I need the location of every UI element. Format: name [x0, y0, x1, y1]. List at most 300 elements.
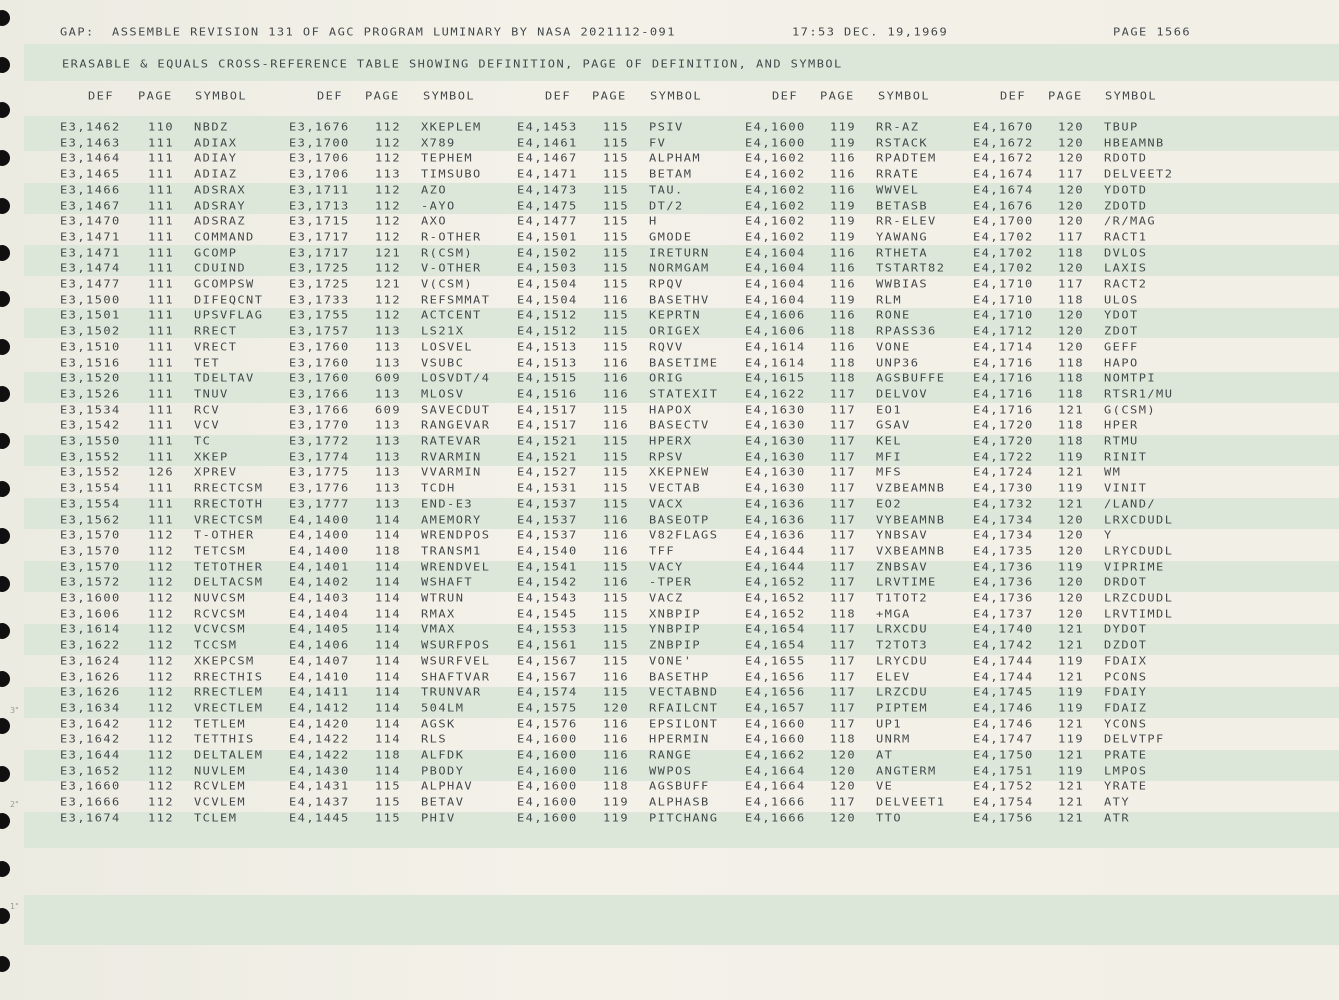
page-cell: 114 [375, 591, 402, 605]
page-number: PAGE 1566 [1113, 25, 1192, 39]
page-cell: 112 [148, 544, 175, 558]
symbol-cell: DELTALEM [194, 748, 264, 762]
symbol-cell: DELVOV [876, 387, 929, 401]
symbol-cell: STATEXIT [649, 387, 719, 401]
print-time: 17:53 DEC. 19,1969 [792, 25, 949, 39]
page-cell: 119 [1058, 450, 1085, 464]
page-cell: 115 [603, 434, 630, 448]
def-cell: E4,1475 [517, 199, 578, 212]
tractor-feed-hole [0, 339, 10, 355]
page-cell: 119 [1058, 701, 1085, 715]
symbol-cell: WWVEL [876, 183, 920, 197]
symbol-cell: AGSK [421, 717, 456, 731]
symbol-cell: FDAIX [1104, 654, 1148, 668]
def-cell: E4,1672 [973, 136, 1034, 150]
def-cell: E4,1504 [517, 277, 578, 291]
page-cell: 112 [148, 654, 175, 668]
page-cell: 115 [603, 167, 630, 181]
tractor-feed-hole [0, 956, 10, 972]
def-cell: E4,1431 [289, 779, 350, 793]
def-cell: E4,1734 [973, 513, 1034, 526]
symbol-cell: /R/MAG [1104, 214, 1157, 228]
symbol-cell: VONE' [649, 654, 693, 668]
page-cell: 115 [603, 246, 630, 260]
page-cell: 117 [830, 685, 857, 699]
tractor-feed-hole [0, 671, 10, 687]
symbol-cell: FDAIY [1104, 685, 1148, 699]
symbol-cell: RRECTLEM [194, 685, 264, 699]
def-cell: E4,1736 [973, 575, 1034, 589]
def-cell: E3,1777 [289, 497, 350, 511]
symbol-cell: HPERMIN [649, 732, 710, 746]
def-cell: E4,1515 [517, 371, 578, 385]
page-cell: 116 [603, 371, 630, 385]
def-cell: E3,1462 [60, 120, 121, 134]
tractor-feed-hole [0, 861, 10, 877]
def-cell: E4,1702 [973, 261, 1034, 275]
symbol-cell: LS21X [421, 324, 465, 338]
def-cell: E4,1512 [517, 324, 578, 338]
def-cell: E4,1636 [745, 513, 806, 526]
page-cell: 120 [1058, 199, 1085, 212]
margin-mark: 2" [10, 800, 19, 809]
page-cell: 117 [830, 481, 857, 495]
def-cell: E4,1736 [973, 560, 1034, 574]
symbol-cell: DRDOT [1104, 575, 1148, 589]
page-cell: 117 [830, 622, 857, 636]
symbol-cell: AT [876, 748, 894, 762]
symbol-cell: RLS [421, 732, 448, 746]
page-cell: 115 [375, 779, 402, 793]
symbol-cell: XKEPNEW [649, 465, 710, 479]
def-cell: E3,1700 [289, 136, 350, 150]
symbol-cell: VECTAB [649, 481, 702, 495]
def-cell: E4,1622 [745, 387, 806, 401]
def-cell: E4,1734 [973, 528, 1034, 542]
def-cell: E4,1656 [745, 670, 806, 683]
def-cell: E4,1716 [973, 371, 1034, 385]
page-cell: 114 [375, 717, 402, 731]
symbol-cell: WTRUN [421, 591, 465, 605]
page-cell: 113 [375, 418, 402, 432]
page-cell: 113 [375, 387, 402, 401]
page-cell: 120 [1058, 136, 1085, 150]
def-cell: E4,1604 [745, 293, 806, 307]
symbol-cell: VECTABND [649, 685, 719, 699]
def-cell: E4,1545 [517, 607, 578, 621]
symbol-cell: GCOMP [194, 246, 238, 260]
def-cell: E4,1655 [745, 654, 806, 668]
page-cell: 112 [375, 293, 402, 307]
def-cell: E4,1740 [973, 622, 1034, 636]
def-cell: E4,1630 [745, 434, 806, 448]
def-cell: E3,1626 [60, 670, 121, 683]
symbol-cell: DELVEET1 [876, 795, 946, 809]
symbol-cell: WM [1104, 465, 1122, 479]
page-cell: 120 [1058, 591, 1085, 605]
symbol-cell: TDELTAV [194, 371, 255, 385]
page-cell: 117 [830, 591, 857, 605]
page-cell: 119 [1058, 764, 1085, 778]
symbol-cell: ADSRAY [194, 199, 247, 212]
page-cell: 115 [603, 120, 630, 134]
page-cell: 113 [375, 434, 402, 448]
symbol-cell: -TPER [649, 575, 693, 589]
page-cell: 117 [830, 544, 857, 558]
page-cell: 111 [148, 513, 175, 526]
def-cell: E3,1634 [60, 701, 121, 715]
page-cell: 113 [375, 465, 402, 479]
column-header: DEF [772, 89, 799, 103]
symbol-cell: WSHAFT [421, 575, 474, 589]
def-cell: E4,1744 [973, 670, 1034, 683]
def-cell: E4,1400 [289, 513, 350, 526]
symbol-cell: TC [194, 434, 212, 448]
symbol-cell: NOMTPI [1104, 371, 1157, 385]
def-cell: E4,1537 [517, 513, 578, 526]
symbol-cell: RONE [876, 308, 911, 322]
page-cell: 111 [148, 387, 175, 401]
page-cell: 115 [603, 654, 630, 668]
page-cell: 118 [1058, 246, 1085, 260]
def-cell: E4,1543 [517, 591, 578, 605]
margin-mark: 1" [10, 902, 19, 911]
def-cell: E4,1666 [745, 811, 806, 825]
def-cell: E4,1512 [517, 308, 578, 322]
page-cell: 120 [1058, 151, 1085, 165]
def-cell: E4,1502 [517, 246, 578, 260]
page-cell: 114 [375, 701, 402, 715]
def-cell: E3,1600 [60, 591, 121, 605]
page-cell: 112 [148, 591, 175, 605]
page-cell: 112 [148, 811, 175, 825]
page-cell: 114 [375, 622, 402, 636]
page-cell: 115 [603, 199, 630, 212]
symbol-cell: MLOSV [421, 387, 465, 401]
symbol-cell: LRXCDUDL [1104, 513, 1174, 526]
def-cell: E3,1500 [60, 293, 121, 307]
symbol-cell: KEPRTN [649, 308, 702, 322]
def-cell: E3,1570 [60, 528, 121, 542]
def-cell: E4,1652 [745, 575, 806, 589]
symbol-cell: LRVTIME [876, 575, 937, 589]
def-cell: E3,1510 [60, 340, 121, 354]
def-cell: E4,1636 [745, 528, 806, 542]
symbol-cell: LRYCDU [876, 654, 929, 668]
page-cell: 116 [603, 670, 630, 683]
symbol-cell: DZDOT [1104, 638, 1148, 652]
symbol-cell: /LAND/ [1104, 497, 1157, 511]
def-cell: E4,1407 [289, 654, 350, 668]
def-cell: E3,1477 [60, 277, 121, 291]
symbol-cell: RCVLEM [194, 779, 247, 793]
def-cell: E3,1570 [60, 544, 121, 558]
page-cell: 121 [1058, 670, 1085, 683]
symbol-cell: PSIV [649, 120, 684, 134]
def-cell: E4,1742 [973, 638, 1034, 652]
page-cell: 121 [1058, 779, 1085, 793]
symbol-cell: T1TOT2 [876, 591, 929, 605]
page-cell: 115 [603, 261, 630, 275]
symbol-cell: HAPOX [649, 403, 693, 417]
def-cell: E3,1776 [289, 481, 350, 495]
def-cell: E3,1757 [289, 324, 350, 338]
symbol-cell: YCONS [1104, 717, 1148, 731]
symbol-cell: MFI [876, 450, 903, 464]
symbol-cell: TTO [876, 811, 903, 825]
page-cell: 115 [603, 214, 630, 228]
page-cell: 117 [830, 450, 857, 464]
page-cell: 116 [830, 151, 857, 165]
def-cell: E4,1722 [973, 450, 1034, 464]
def-cell: E3,1717 [289, 230, 350, 244]
page-cell: 113 [375, 481, 402, 495]
page-cell: 116 [603, 528, 630, 542]
page-cell: 114 [375, 528, 402, 542]
symbol-cell: NBDZ [194, 120, 229, 134]
page-cell: 117 [830, 497, 857, 511]
def-cell: E4,1751 [973, 764, 1034, 778]
column-header: PAGE [1048, 89, 1083, 103]
program-title: GAP: ASSEMBLE REVISION 131 OF AGC PROGRAM LUMINARY BY NASA 2021112-091 [60, 25, 676, 39]
symbol-cell: 504LM [421, 701, 465, 715]
symbol-cell: LRYCDUDL [1104, 544, 1174, 558]
symbol-cell: DYDOT [1104, 622, 1148, 636]
def-cell: E4,1600 [517, 764, 578, 778]
def-cell: E4,1461 [517, 136, 578, 150]
symbol-cell: TCLEM [194, 811, 238, 825]
symbol-cell: V(CSM) [421, 277, 474, 291]
def-cell: E4,1644 [745, 544, 806, 558]
def-cell: E3,1624 [60, 654, 121, 668]
page-cell: 117 [830, 717, 857, 731]
page-cell: 121 [1058, 795, 1085, 809]
page-cell: 112 [375, 214, 402, 228]
page-cell: 120 [830, 811, 857, 825]
column-header: PAGE [820, 89, 855, 103]
page-cell: 120 [830, 779, 857, 793]
page-cell: 116 [603, 575, 630, 589]
page-cell: 121 [1058, 622, 1085, 636]
page-cell: 120 [1058, 214, 1085, 228]
def-cell: E4,1752 [973, 779, 1034, 793]
def-cell: E4,1714 [973, 340, 1034, 354]
symbol-cell: RPASS36 [876, 324, 937, 338]
def-cell: E3,1554 [60, 497, 121, 511]
def-cell: E4,1746 [973, 717, 1034, 731]
def-cell: E4,1630 [745, 465, 806, 479]
def-cell: E4,1540 [517, 544, 578, 558]
symbol-cell: V82FLAGS [649, 528, 719, 542]
def-cell: E4,1716 [973, 356, 1034, 369]
def-cell: E3,1554 [60, 481, 121, 495]
page-cell: 111 [148, 308, 175, 322]
symbol-cell: NORMGAM [649, 261, 710, 275]
page-cell: 121 [375, 277, 402, 291]
def-cell: E4,1606 [745, 308, 806, 322]
symbol-cell: V-OTHER [421, 261, 482, 275]
def-cell: E4,1602 [745, 199, 806, 212]
def-cell: E3,1652 [60, 764, 121, 778]
page-cell: 119 [1058, 685, 1085, 699]
page-cell: 120 [1058, 528, 1085, 542]
symbol-cell: TET [194, 356, 221, 369]
page-cell: 117 [1058, 167, 1085, 181]
column-header: DEF [545, 89, 572, 103]
symbol-cell: ADIAZ [194, 167, 238, 181]
def-cell: E3,1666 [60, 795, 121, 809]
def-cell: E3,1463 [60, 136, 121, 150]
def-cell: E4,1513 [517, 356, 578, 369]
def-cell: E3,1676 [289, 120, 350, 134]
def-cell: E4,1517 [517, 418, 578, 432]
page-cell: 115 [603, 607, 630, 621]
def-cell: E3,1733 [289, 293, 350, 307]
tractor-feed-hole [0, 481, 10, 497]
def-cell: E4,1664 [745, 764, 806, 778]
page-cell: 115 [603, 591, 630, 605]
def-cell: E4,1745 [973, 685, 1034, 699]
page-cell: 112 [148, 670, 175, 683]
def-cell: E4,1405 [289, 622, 350, 636]
symbol-cell: TETOTHER [194, 560, 264, 574]
page-cell: 112 [375, 308, 402, 322]
symbol-cell: VSUBC [421, 356, 465, 369]
column-header-row [0, 89, 1158, 104]
page-cell: 114 [375, 638, 402, 652]
symbol-cell: VRECT [194, 340, 238, 354]
page-cell: 112 [148, 779, 175, 793]
def-cell: E3,1706 [289, 167, 350, 181]
page-cell: 121 [1058, 497, 1085, 511]
def-cell: E4,1652 [745, 607, 806, 621]
symbol-cell: IRETURN [649, 246, 710, 260]
page-cell: 112 [148, 622, 175, 636]
page-cell: 118 [1058, 293, 1085, 307]
def-cell: E3,1471 [60, 230, 121, 244]
symbol-cell: PITCHANG [649, 811, 719, 825]
page-cell: 117 [830, 387, 857, 401]
page-cell: 115 [603, 230, 630, 244]
page-cell: 116 [830, 261, 857, 275]
def-cell: E4,1574 [517, 685, 578, 699]
symbol-cell: TETCSM [194, 544, 247, 558]
page-cell: 120 [1058, 120, 1085, 134]
def-cell: E4,1602 [745, 151, 806, 165]
symbol-cell: ALPHASB [649, 795, 710, 809]
def-cell: E4,1420 [289, 717, 350, 731]
def-cell: E4,1600 [517, 795, 578, 809]
def-cell: E4,1754 [973, 795, 1034, 809]
symbol-cell: ACTCENT [421, 308, 482, 322]
tractor-feed-hole [0, 386, 10, 402]
page-cell: 118 [830, 356, 857, 369]
page-cell: 115 [603, 622, 630, 636]
page-cell: 117 [830, 465, 857, 479]
def-cell: E4,1437 [289, 795, 350, 809]
page-cell: 115 [603, 277, 630, 291]
page-cell: 115 [603, 151, 630, 165]
def-cell: E4,1567 [517, 670, 578, 683]
symbol-cell: AXO [421, 214, 448, 228]
symbol-cell: R(CSM) [421, 246, 474, 260]
def-cell: E3,1642 [60, 732, 121, 746]
page-cell: 113 [375, 356, 402, 369]
symbol-cell: VZBEAMNB [876, 481, 946, 495]
page-cell: 117 [830, 701, 857, 715]
def-cell: E4,1575 [517, 701, 578, 715]
symbol-cell: NUVLEM [194, 764, 247, 778]
def-cell: E4,1576 [517, 717, 578, 731]
symbol-cell: XNBPIP [649, 607, 702, 621]
symbol-cell: BASETHV [649, 293, 710, 307]
def-cell: E4,1702 [973, 246, 1034, 260]
def-cell: E3,1516 [60, 356, 121, 369]
symbol-cell: NUVCSM [194, 591, 247, 605]
def-cell: E4,1422 [289, 748, 350, 762]
page-cell: 118 [830, 732, 857, 746]
def-cell: E4,1756 [973, 811, 1034, 825]
symbol-cell: CDUIND [194, 261, 247, 275]
tractor-feed-hole [0, 623, 10, 639]
symbol-cell: WRENDVEL [421, 560, 491, 574]
def-cell: E4,1600 [517, 732, 578, 746]
symbol-cell: RSTACK [876, 136, 929, 150]
page-cell: 118 [1058, 434, 1085, 448]
symbol-cell: ADSRAX [194, 183, 247, 197]
def-cell: E4,1537 [517, 497, 578, 511]
symbol-cell: VONE [876, 340, 911, 354]
symbol-cell: +MGA [876, 607, 911, 621]
def-cell: E4,1600 [745, 120, 806, 134]
symbol-cell: RPQV [649, 277, 684, 291]
page-cell: 116 [830, 246, 857, 260]
column-header: DEF [1000, 89, 1027, 103]
symbol-cell: DVLOS [1104, 246, 1148, 260]
symbol-cell: RPSV [649, 450, 684, 464]
page-cell: 115 [603, 308, 630, 322]
def-cell: E4,1602 [745, 183, 806, 197]
greenbar-stripe [24, 895, 1339, 945]
def-cell: E4,1614 [745, 356, 806, 369]
def-cell: E4,1531 [517, 481, 578, 495]
symbol-cell: AMEMORY [421, 513, 482, 526]
symbol-cell: BETAV [421, 795, 465, 809]
symbol-cell: FDAIZ [1104, 701, 1148, 715]
def-cell: E4,1730 [973, 481, 1034, 495]
def-cell: E4,1712 [973, 324, 1034, 338]
def-cell: E4,1676 [973, 199, 1034, 212]
def-cell: E3,1465 [60, 167, 121, 181]
page-cell: 119 [603, 811, 630, 825]
def-cell: E4,1404 [289, 607, 350, 621]
def-cell: E4,1542 [517, 575, 578, 589]
symbol-cell: YDOT [1104, 308, 1139, 322]
symbol-cell: RR-AZ [876, 120, 920, 134]
symbol-cell: LAXIS [1104, 261, 1148, 275]
page-cell: 120 [1058, 261, 1085, 275]
symbol-cell: YAWANG [876, 230, 929, 244]
page-cell: 121 [375, 246, 402, 260]
def-cell: E4,1674 [973, 167, 1034, 181]
page-cell: 111 [148, 230, 175, 244]
page-cell: 126 [148, 465, 175, 479]
page-cell: 121 [1058, 465, 1085, 479]
def-cell: E4,1473 [517, 183, 578, 197]
page-cell: 118 [830, 324, 857, 338]
symbol-cell: UNRM [876, 732, 911, 746]
page-cell: 118 [1058, 371, 1085, 385]
